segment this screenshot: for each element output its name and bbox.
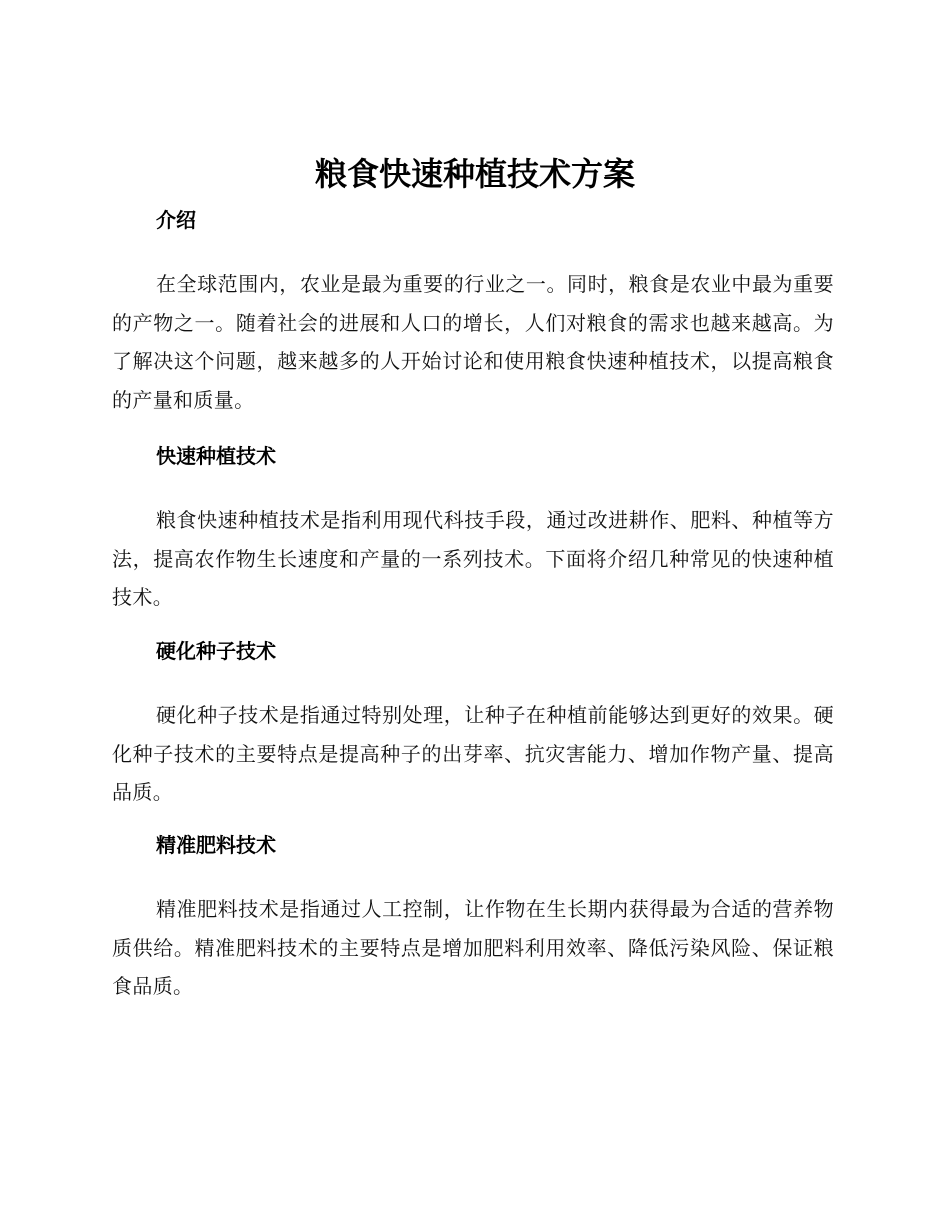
section-heading: 介绍 xyxy=(156,208,196,232)
document-title: 粮食快速种植技术方案 xyxy=(314,155,635,193)
section-heading: 硬化种子技术 xyxy=(156,639,276,663)
section-paragraph: 粮食快速种植技术是指利用现代科技手段，通过改进耕作、肥料、种植等方法，提高农作物生长速度和产量的一系列技术。下面将介绍几种常见的快速种植技术。 xyxy=(112,508,834,609)
section-seed-hardening xyxy=(112,636,834,812)
section-heading: 精准肥料技术 xyxy=(156,833,276,857)
section-fast-planting xyxy=(112,441,834,617)
section-intro xyxy=(112,205,834,419)
section-paragraph: 精准肥料技术是指通过人工控制，让作物在生长期内获得最为合适的营养物质供给。精准肥料技术的主要特点是增加肥料利用效率、降低污染风险、保证粮食品质。 xyxy=(112,897,834,998)
section-precision-fertilizer xyxy=(112,830,834,1006)
section-paragraph: 在全球范围内，农业是最为重要的行业之一。同时，粮食是农业中最为重要的产物之一。随着社会的进展和人口的增长，人们对粮食的需求也越来越高。为了解决这个问题，越来越多的人开始讨论和使用粮食快速种植技术，以提高粮食的产量和质量。 xyxy=(112,272,834,412)
section-paragraph: 硬化种子技术是指通过特别处理，让种子在种植前能够达到更好的效果。硬化种子技术的主要特点是提高种子的出芽率、抗灾害能力、增加作物产量、提高品质。 xyxy=(112,703,834,804)
section-heading: 快速种植技术 xyxy=(156,444,276,468)
